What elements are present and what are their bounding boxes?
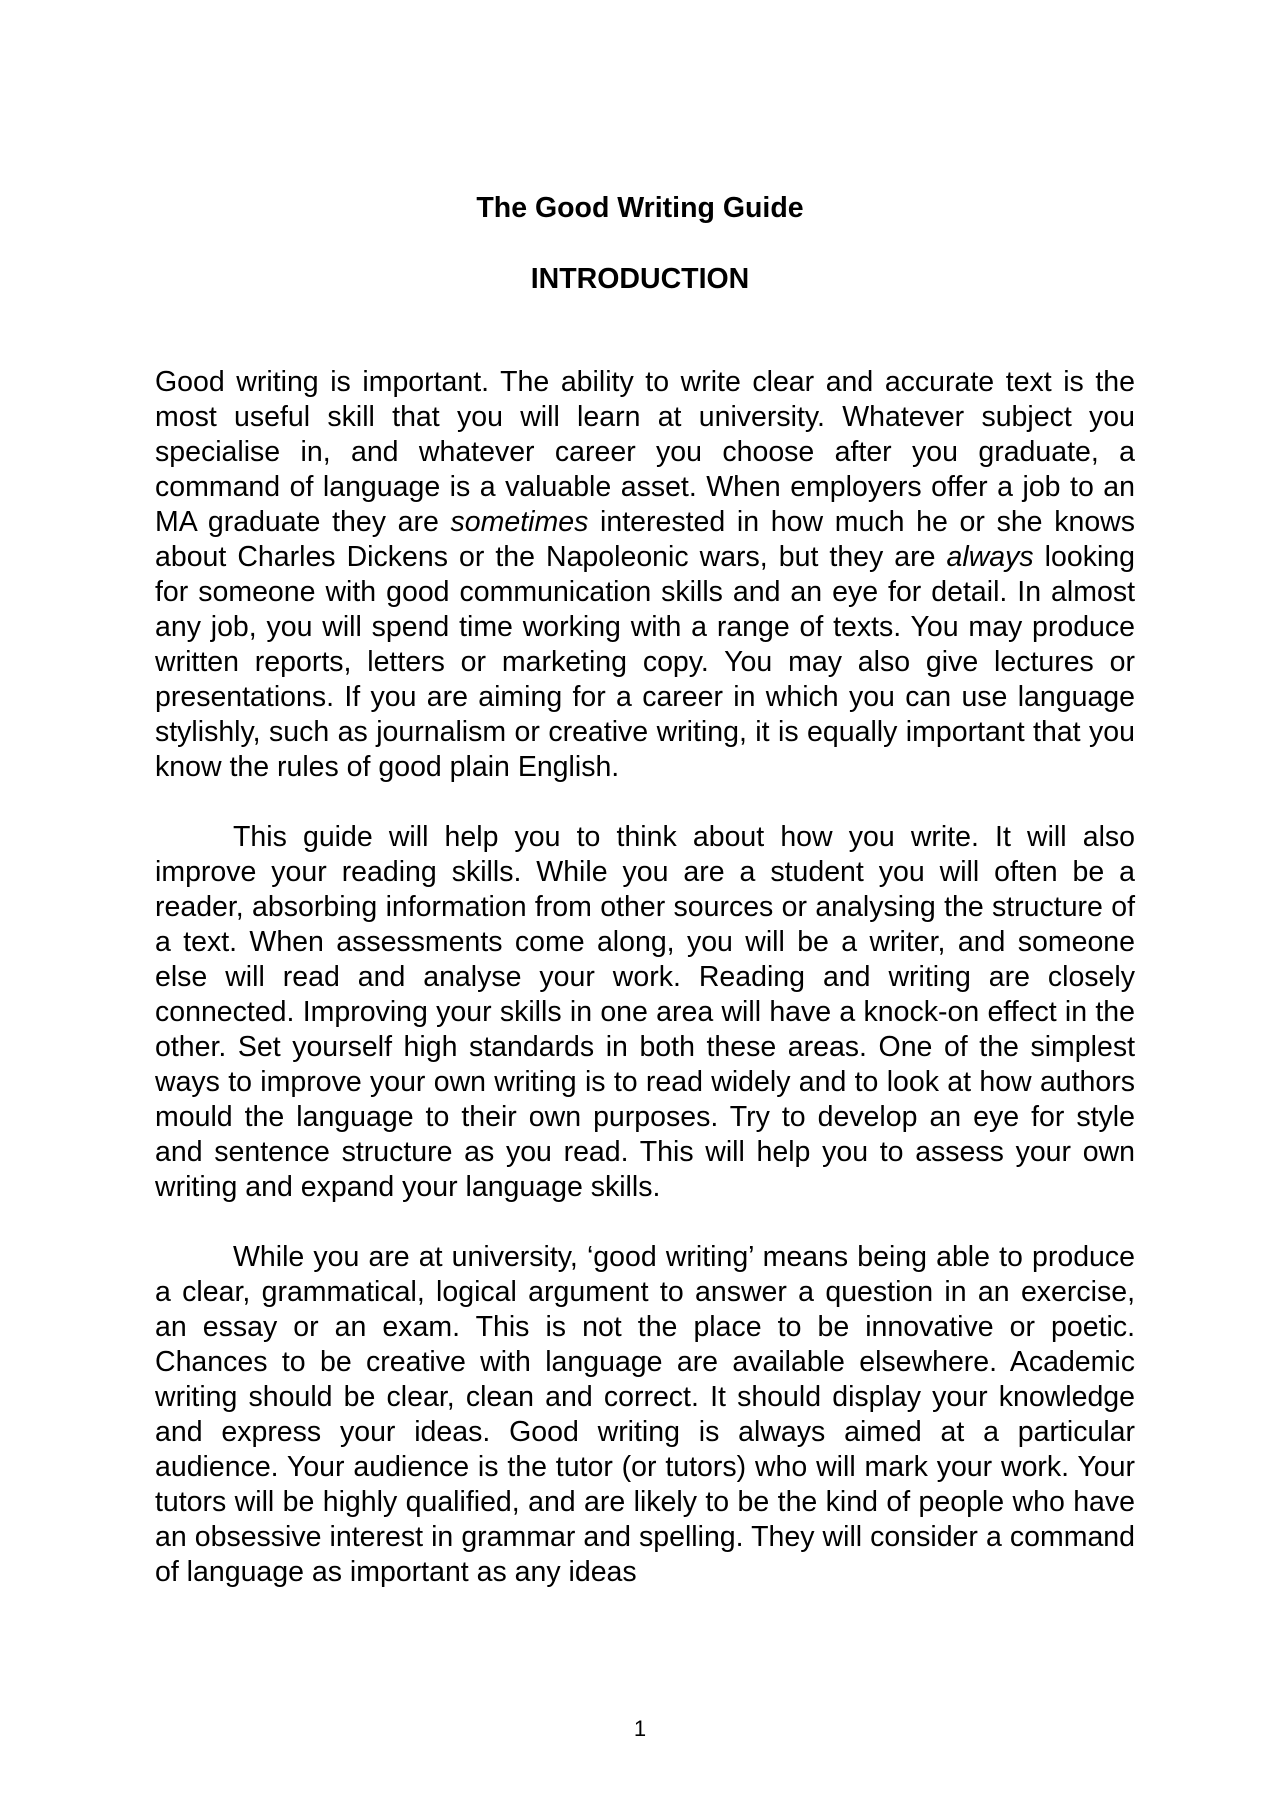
emphasis-always: always (946, 541, 1034, 573)
page-number: 1 (633, 1716, 647, 1741)
emphasis-sometimes: sometimes (450, 506, 589, 538)
paragraph-1-part-1: Good writing is important. The ability to write clear and accurate text is the most useful skill that you will learn at university. Whatever subject you specialise in, and whatever career you choose after you graduate, a command of language is a valuable asset. When employers offer a job to an MA graduate they are (155, 366, 1135, 538)
paragraph-2: This guide will help you to think about how you write. It will also improve your reading skills. While you are a student you will often be a reader, absorbing information from other sources or analysing the structure of a text. When assessments come along, you will be a writer, and someone else will read and analyse your work. Reading and writing are closely connected. Improving your skills in one area will have a knock-on effect in the other. Set yourself high standards in both these areas. One of the simplest ways to improve your own writing is to read widely and to look at how authors mould the language to their own purposes. Try to develop an eye for style and sentence structure as you read. This will help you to assess your own writing and expand your language skills. (155, 821, 1135, 1203)
section-heading: INTRODUCTION (530, 263, 750, 295)
body-text (155, 365, 1135, 1590)
document-title: The Good Writing Guide (476, 192, 804, 224)
paragraph-1-part-3: looking for someone with good communication skills and an eye for detail. In almost any job, you will spend time working with a range of texts. You may produce written reports, letters or marketing copy. You may also give lectures or presentations. If you are aiming for a career in which you can use language stylishly, such as journalism or creative writing, it is equally important that you know the rules of good plain English. (155, 541, 1136, 783)
paragraph-1 (155, 365, 1135, 785)
paragraph-1-part-2: interested in how much he or she knows about Charles Dickens or the Napoleonic wars, but they are (155, 506, 1136, 573)
paragraph-3: While you are at university, ‘good writing’ means being able to produce a clear, grammatical, logical argument to answer a question in an exercise, an essay or an exam. This is not the place to be innovative or poetic. Chances to be creative with language are available elsewhere. Academic writing should be clear, clean and correct. It should display your knowledge and express your ideas. Good writing is always aimed at a particular audience. Your audience is the tutor (or tutors) who will mark your work. Your tutors will be highly qualified, and are likely to be the kind of people who have an obsessive interest in grammar and spelling. They will consider a command of language as important as any ideas (155, 1241, 1135, 1588)
